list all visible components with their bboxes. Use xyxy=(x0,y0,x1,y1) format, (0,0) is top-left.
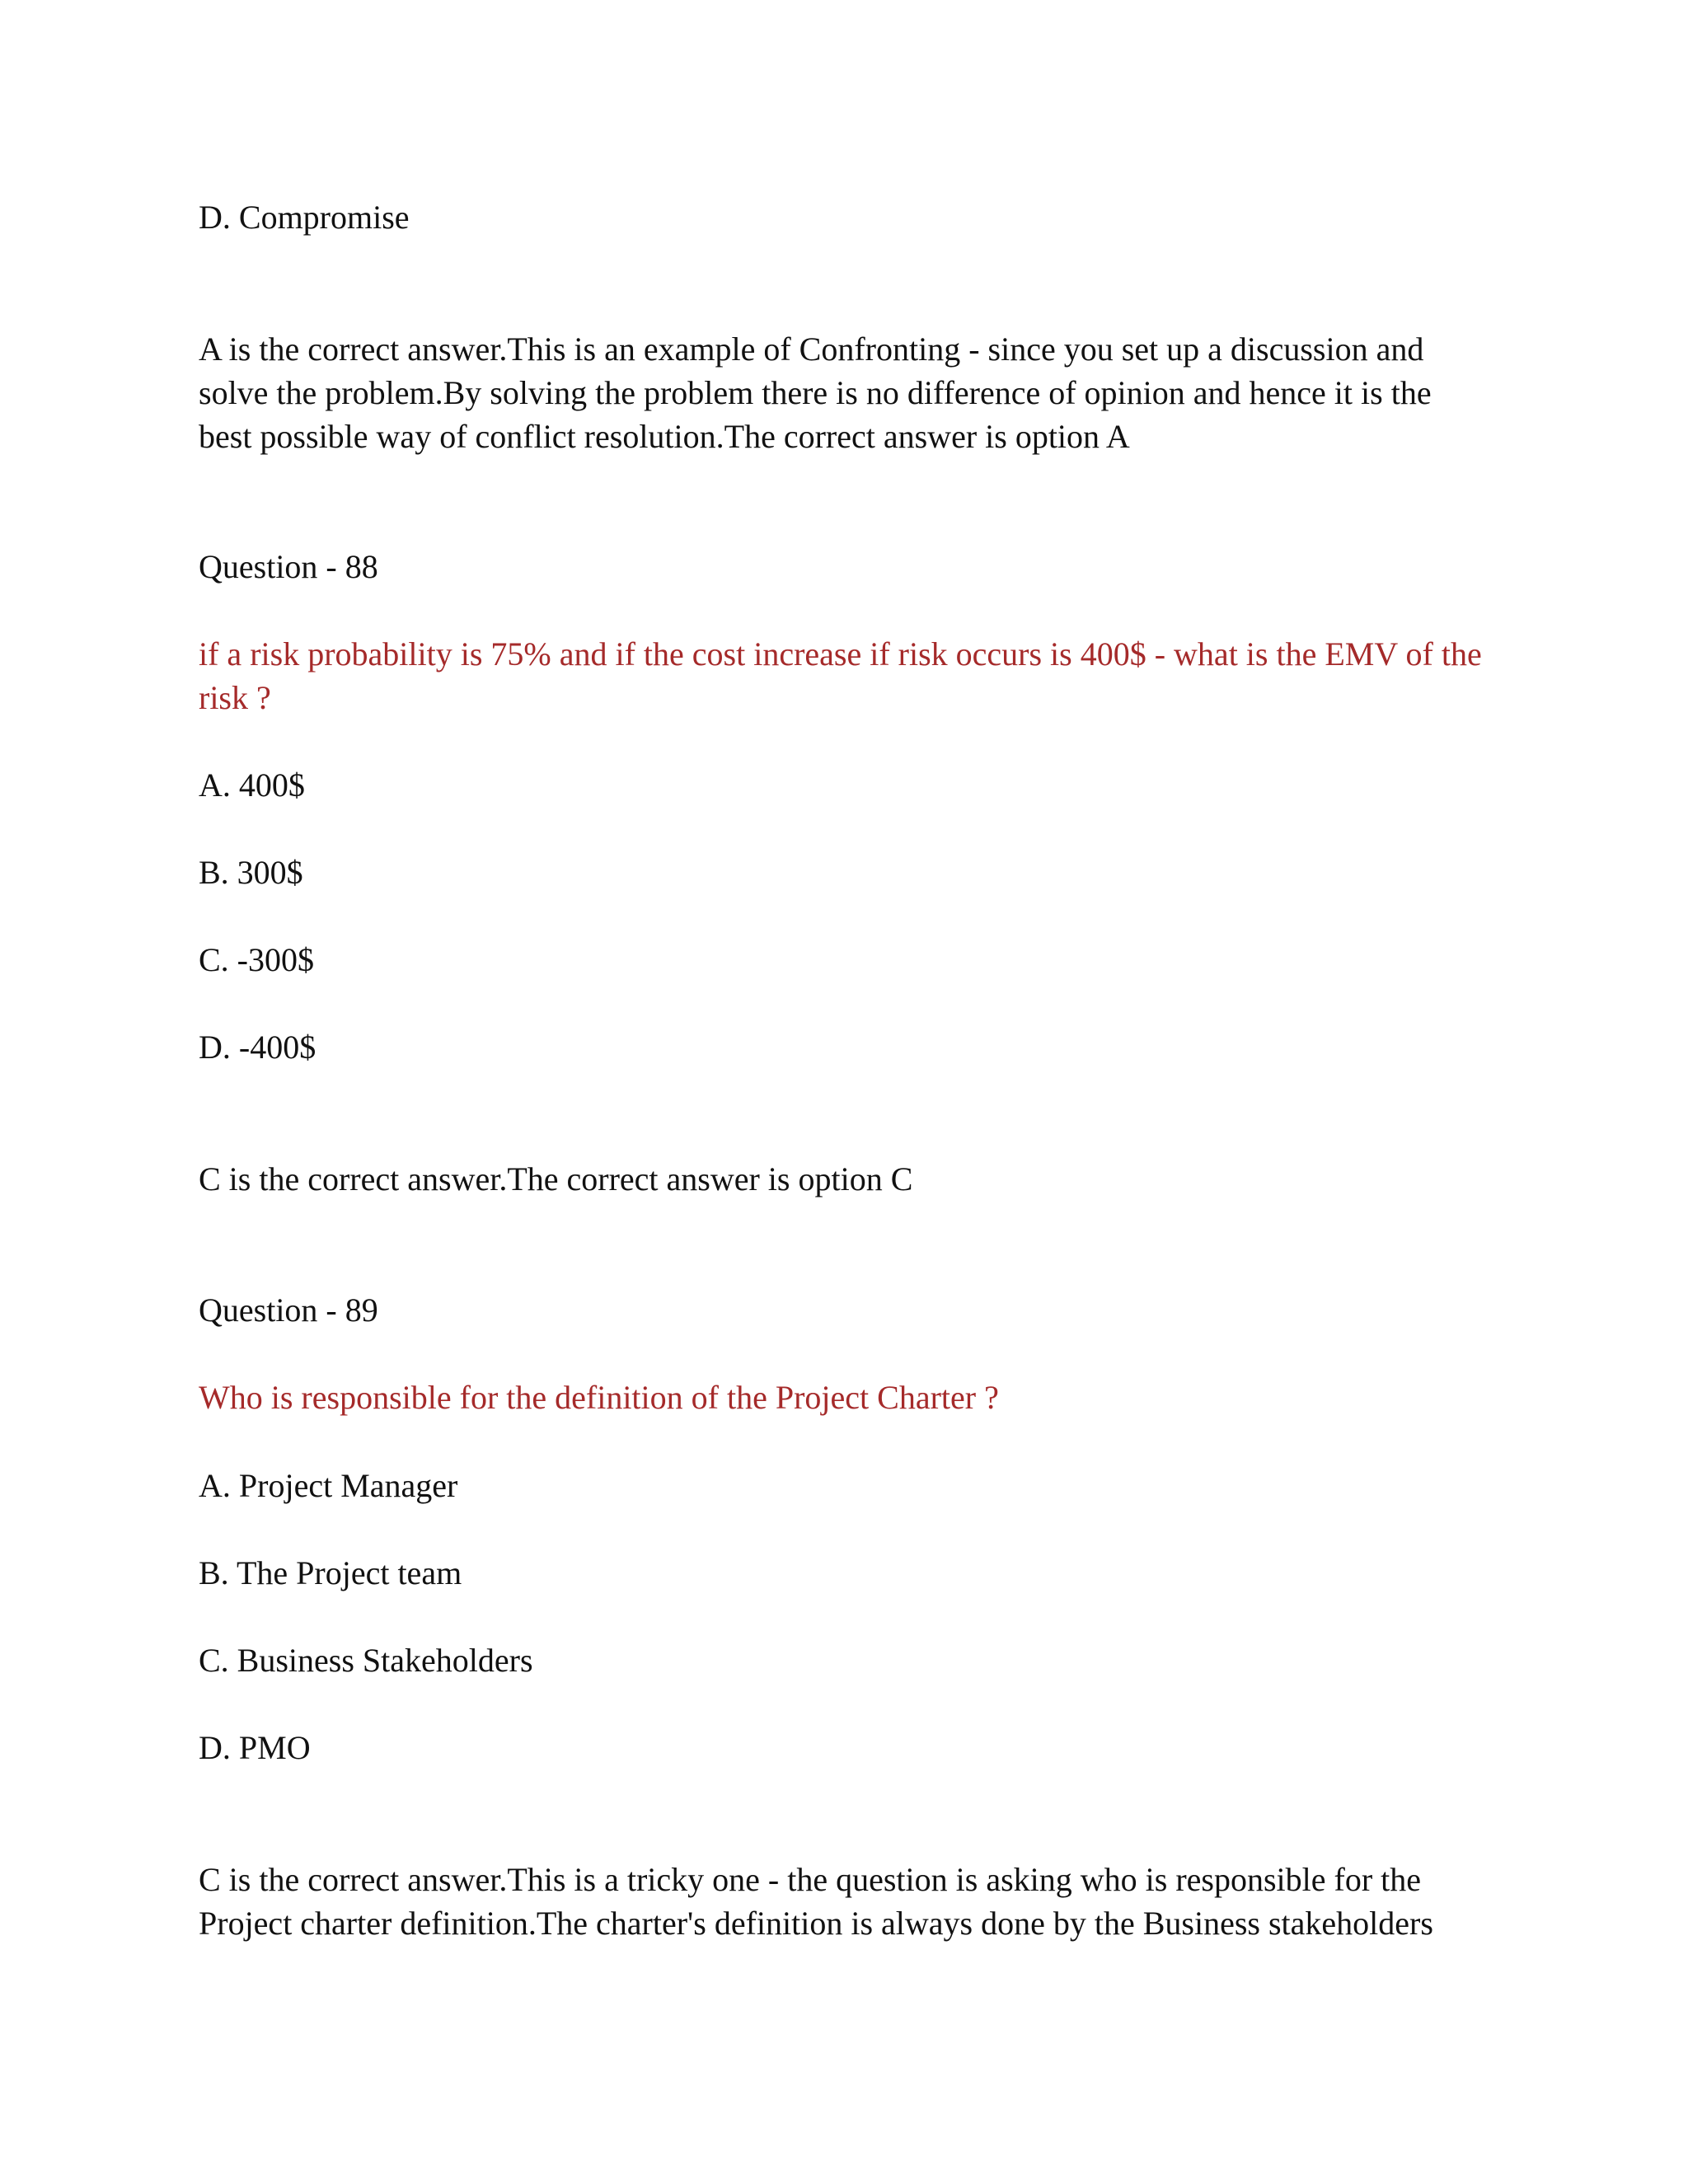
question-88-text-line-2: risk ? xyxy=(199,679,271,716)
question-89-text: Who is responsible for the definition of the Project Charter ? xyxy=(199,1379,999,1416)
prev-explanation-line-2: solve the problem.By solving the problem there is no difference of opinion and hence it is the xyxy=(199,374,1432,411)
question-89-option-a: A. Project Manager xyxy=(199,1467,458,1504)
question-88-option-a: A. 400$ xyxy=(199,766,305,804)
question-88-option-c: C. -300$ xyxy=(199,941,314,978)
question-89-explanation xyxy=(199,1858,1501,1945)
question-88-text xyxy=(199,632,1501,719)
prev-option-d: D. Compromise xyxy=(199,199,410,236)
question-89-option-d: D. PMO xyxy=(199,1729,311,1766)
question-89-option-b: B. The Project team xyxy=(199,1554,462,1591)
question-88-explanation: C is the correct answer.The correct answer is option C xyxy=(199,1160,913,1197)
question-89-heading: Question - 89 xyxy=(199,1291,378,1329)
prev-explanation-line-1: A is the correct answer.This is an example of Confronting - since you set up a discussion and xyxy=(199,330,1424,368)
question-89-explanation-line-2: Project charter definition.The charter's definition is always done by the Business stakeholders xyxy=(199,1905,1433,1942)
question-88-text-line-1: if a risk probability is 75% and if the cost increase if risk occurs is 400$ - what is the EMV of the xyxy=(199,635,1482,673)
question-88-option-d: D. -400$ xyxy=(199,1029,316,1066)
prev-explanation xyxy=(199,327,1501,458)
question-89-explanation-line-1: C is the correct answer.This is a tricky one - the question is asking who is responsible for the xyxy=(199,1861,1422,1898)
question-88-heading: Question - 88 xyxy=(199,548,378,585)
question-88-option-b: B. 300$ xyxy=(199,854,303,891)
prev-explanation-line-3: best possible way of conflict resolution.The correct answer is option A xyxy=(199,418,1130,455)
question-89-option-c: C. Business Stakeholders xyxy=(199,1642,533,1679)
